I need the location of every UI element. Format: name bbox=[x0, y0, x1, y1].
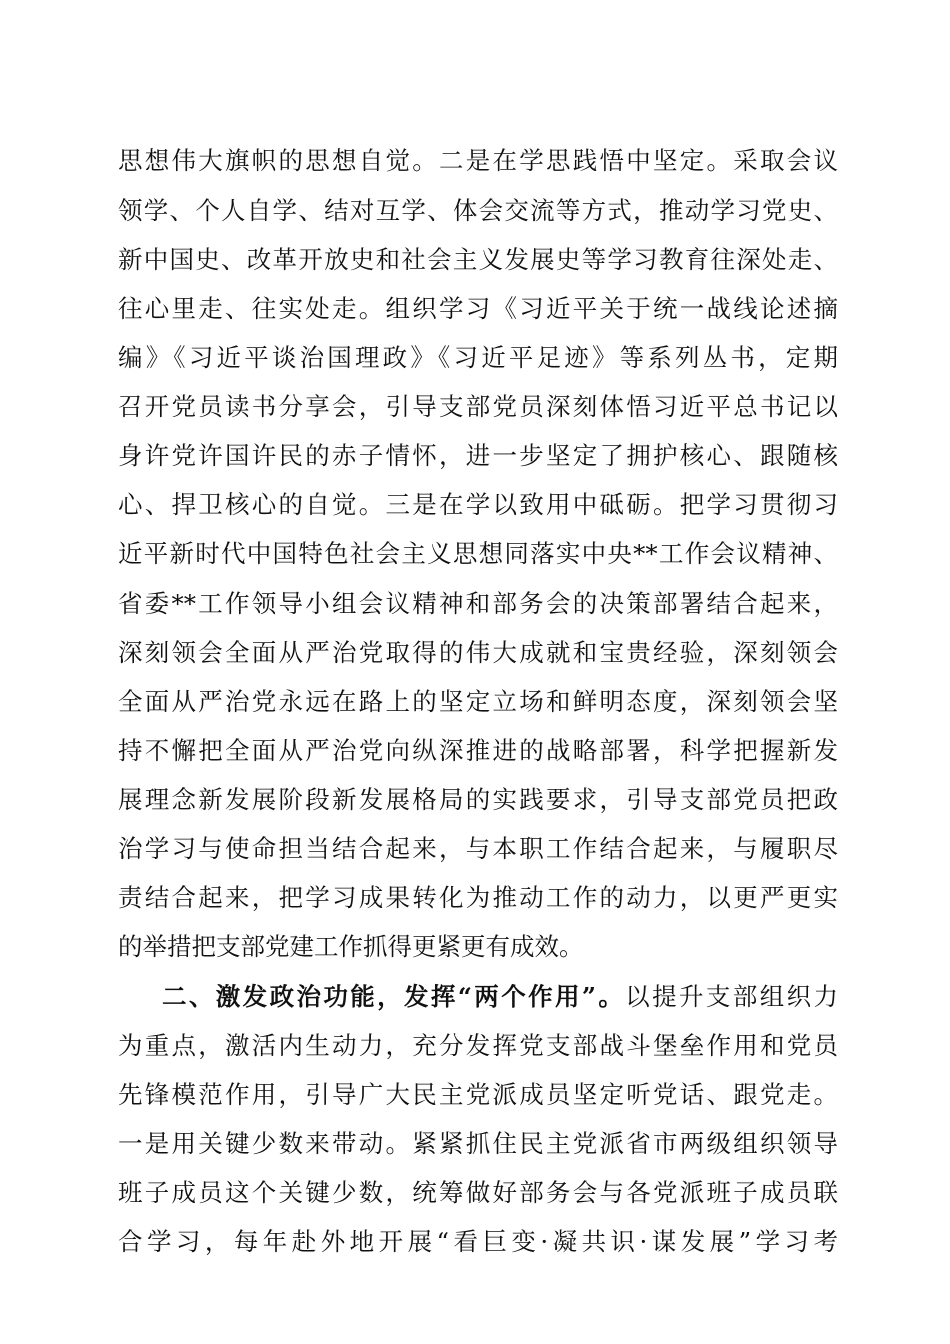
text-line: 身许党许国许民的赤子情怀，进一步坚定了拥护核心、跟随核 bbox=[118, 441, 838, 470]
text-line: 召开党员读书分享会，引导支部党员深刻体悟习近平总书记以 bbox=[118, 392, 838, 421]
text-line: 先锋模范作用，引导广大民主党派成员坚定听党话、跟党走。 bbox=[118, 1080, 838, 1109]
text-line: 合学习，每年赴外地开展“看巨变·凝共识·谋发展”学习考 bbox=[118, 1227, 838, 1256]
text-line: 深刻领会全面从严治党取得的伟大成就和宝贵经验，深刻领会 bbox=[118, 638, 838, 667]
text-line: 编》《习近平谈治国理政》《习近平足迹》等系列丛书，定期 bbox=[118, 343, 838, 372]
section-heading: 二、激发政治功能，发挥“两个作用”。 bbox=[162, 982, 626, 1011]
text-line: 往心里走、往实处走。组织学习《习近平关于统一战线论述摘 bbox=[118, 294, 838, 323]
text-line: 一是用关键少数来带动。紧紧抓住民主党派省市两级组织领导 bbox=[118, 1129, 838, 1158]
text-line: 全面从严治党永远在路上的坚定立场和鲜明态度，深刻领会坚 bbox=[118, 687, 838, 716]
text-line: 心、捍卫核心的自觉。三是在学以致用中砥砺。把学习贯彻习 bbox=[118, 490, 838, 519]
heading-line-rest: 以提升支部组织力 bbox=[625, 982, 838, 1011]
section-heading-line bbox=[162, 982, 838, 1012]
text-line: 为重点，激活内生动力，充分发挥党支部战斗堡垒作用和党员 bbox=[118, 1031, 838, 1060]
text-line: 持不懈把全面从严治党向纵深推进的战略部署，科学把握新发 bbox=[118, 736, 838, 765]
text-line: 近平新时代中国特色社会主义思想同落实中央**工作会议精神、 bbox=[118, 539, 838, 568]
text-line: 责结合起来，把学习成果转化为推动工作的动力，以更严更实 bbox=[118, 883, 838, 912]
text-line: 领学、个人自学、结对互学、体会交流等方式，推动学习党史、 bbox=[118, 196, 838, 225]
text-line: 的举措把支部党建工作抓得更紧更有成效。 bbox=[118, 932, 584, 961]
text-line: 治学习与使命担当结合起来，与本职工作结合起来，与履职尽 bbox=[118, 834, 838, 863]
text-line: 省委**工作领导小组会议精神和部务会的决策部署结合起来， bbox=[118, 589, 838, 618]
text-line: 思想伟大旗帜的思想自觉。二是在学思践悟中坚定。采取会议 bbox=[118, 146, 838, 175]
text-line: 展理念新发展阶段新发展格局的实践要求，引导支部党员把政 bbox=[118, 785, 838, 814]
text-line: 新中国史、改革开放史和社会主义发展史等学习教育往深处走、 bbox=[118, 245, 838, 274]
text-line: 班子成员这个关键少数，统筹做好部务会与各党派班子成员联 bbox=[118, 1178, 838, 1207]
